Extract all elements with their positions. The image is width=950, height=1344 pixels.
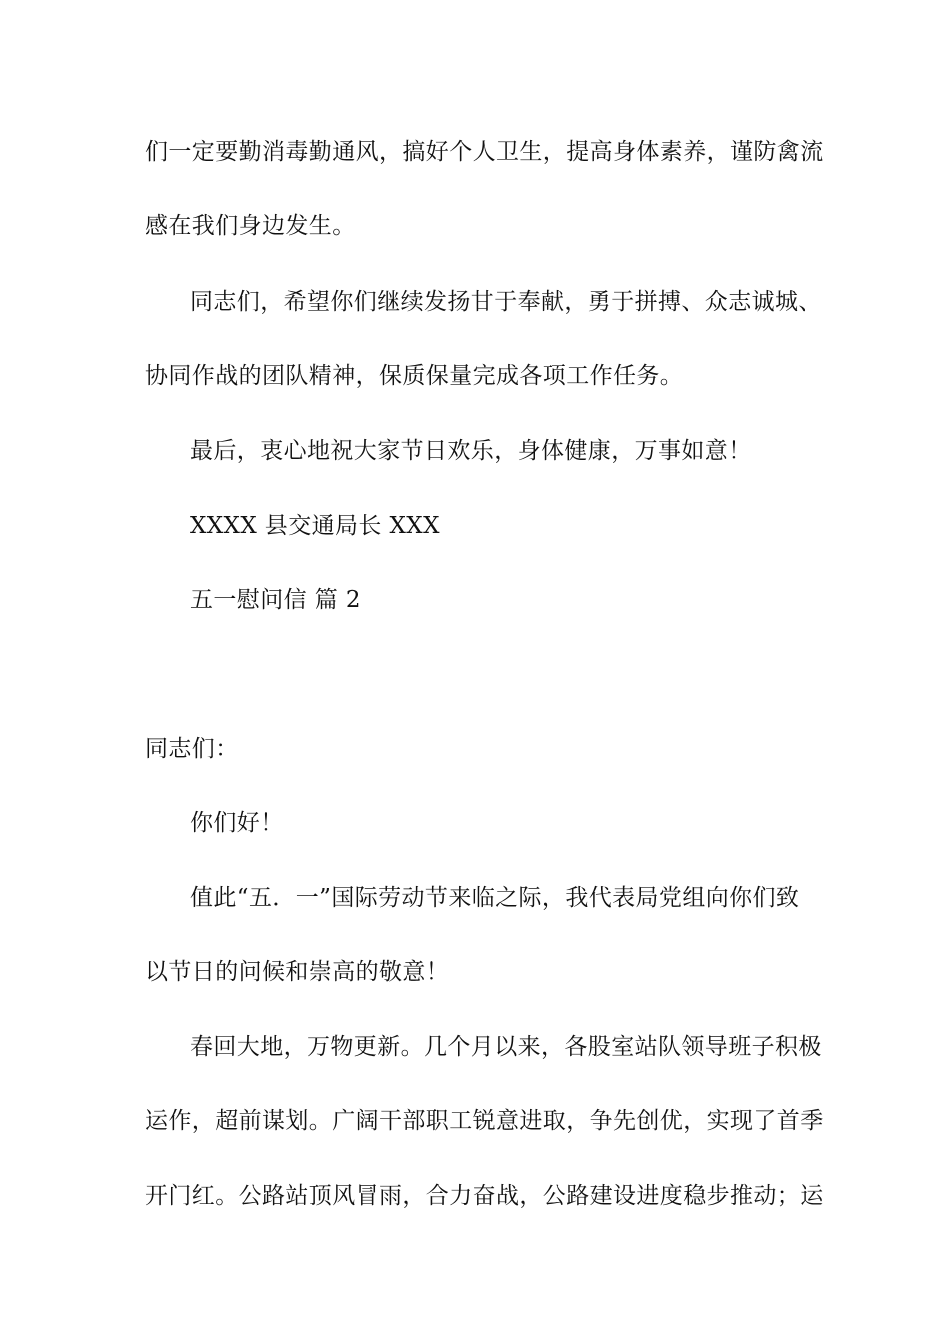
body-text-line: 运作，超前谋划。广阔干部职工锐意进取，争先创优，实现了首季 [145, 1108, 824, 1134]
signature-line: XXXX 县交通局长 XXX [190, 513, 440, 539]
body-text-line: 们一定要勤消毒勤通风，搞好个人卫生，提高身体素养，谨防禽流 [145, 139, 824, 165]
body-text-line: 开门红。公路站顶风冒雨，合力奋战，公路建设进度稳步推动；运 [145, 1183, 824, 1209]
body-text-line: 感在我们身边发生。 [145, 213, 356, 239]
body-text-line: 以节日的问候和崇高的敬意！ [145, 959, 450, 985]
greeting: 你们好！ [190, 810, 284, 836]
paragraph-text-line: 同志们，希望你们继续发扬甘于奉献，勇于拼搏、众志诚城、 [190, 289, 822, 315]
section-heading: 五一慰问信 篇 2 [190, 587, 361, 613]
salutation: 同志们： [145, 736, 239, 762]
body-text-line: 协同作战的团队精神，保质保量完成各项工作任务。 [145, 363, 684, 389]
paragraph-text-line: 值此“五．一”国际劳动节来临之际，我代表局党组向你们致 [190, 885, 800, 911]
paragraph-text-line: 春回大地，万物更新。几个月以来，各股室站队领导班子积极 [190, 1034, 822, 1060]
closing-wishes: 最后，衷心地祝大家节日欢乐，身体健康，万事如意！ [190, 438, 752, 464]
